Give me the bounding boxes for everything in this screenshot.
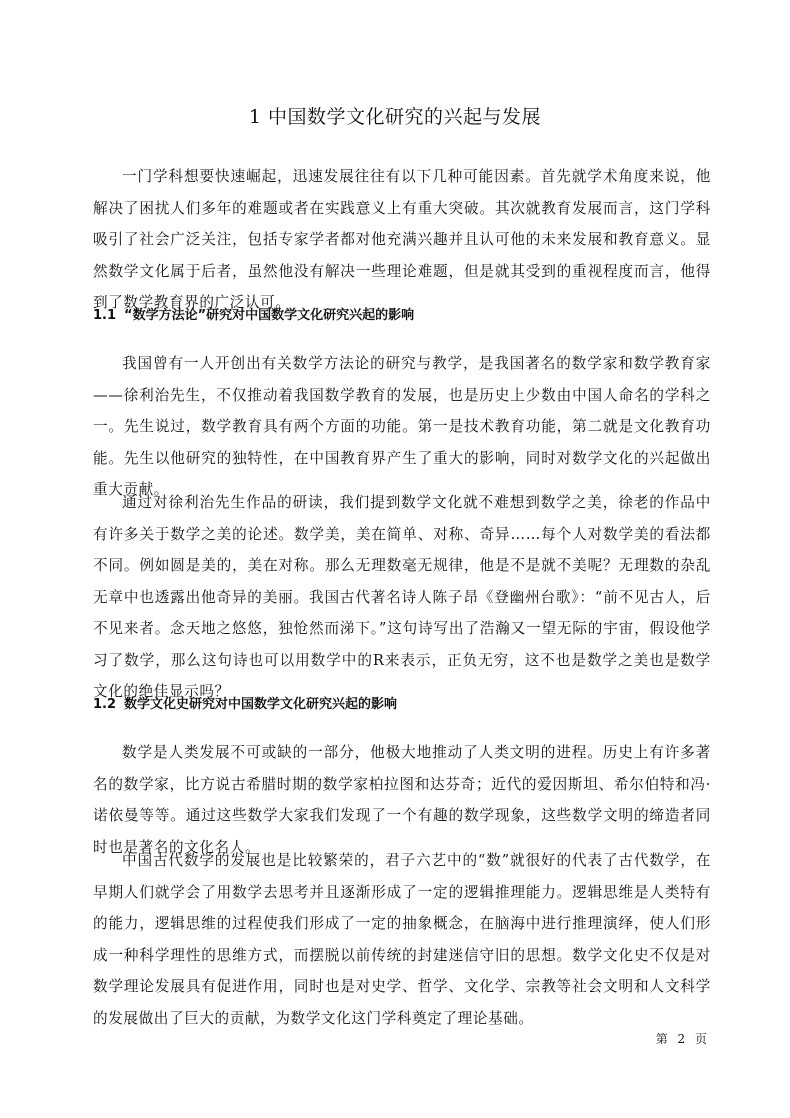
section-heading-1-1 — [93, 306, 711, 326]
section-title: 数学文化史研究对中国数学文化研究兴起的影响 — [124, 697, 398, 712]
chapter-title: 1 中国数学文化研究的兴起与发展 — [248, 106, 542, 128]
paragraph-1-2-b: 中国古代数学的发展也是比较繁荣的，君子六艺中的“数”就很好的代表了古代数学，在早期人们就学会了用数学去思考并且逐渐形成了一定的逻辑推理能力。逻辑思维是人类特有的能力，逻辑思维的过程使我们形成了一定的抽象概念，在脑海中进行推理演绎，使人们形成一种科学理性的思维方式，而摆脱以前传统的封建迷信守旧的思想。数学文化史不仅是对数学理论发展具有促进作用，同时也是对史学、哲学、文化学、宗教等社会文明和人文科学的发展做出了巨大的贡献，为数学文化这门学科奠定了理论基础。 — [93, 852, 711, 1027]
section-number: 1.2 — [93, 697, 117, 712]
paragraph-1-1-a: 我国曾有一人开创出有关数学方法论的研究与教学，是我国著名的数学家和数学教育家——徐利治先生，不仅推动着我国数学教育的发展，也是历史上少数由中国人命名的学科之一。先生说过，数学教育具有两个方面的功能。第一是技术教育功能，第二就是文化教育功能。先生以他研究的独特性，在中国教育界产生了重大的影响，同时对数学文化的兴起做出重大贡献。 — [93, 355, 711, 498]
paragraph-1-2-a: 数学是人类发展不可或缺的一部分，他极大地推动了人类文明的进程。历史上有许多著名的数学家，比方说古希腊时期的数学家柏拉图和达芬奇；近代的爱因斯坦、希尔伯特和冯·诺依曼等等。通过这些数学大家我们发现了一个有趣的数学现象，这些数学文明的缔造者同时也是著名的文化名人。 — [93, 744, 711, 856]
page-number: 第 2 页 — [655, 1032, 710, 1046]
section-heading-1-2 — [93, 695, 711, 715]
paragraph-1-1-b: 通过对徐利治先生作品的研读，我们提到数学文化就不难想到数学之美，徐老的作品中有许多关于数学之美的论述。数学美，美在简单、对称、奇异……每个人对数学美的看法都不同。例如圆是美的，美在对称。那么无理数毫无规律，他是不是就不美呢？无理数的杂乱无章中也透露出他奇异的美丽。我国古代著名诗人陈子昂《登幽州台歌》：“前不见古人，后不见来者。念天地之悠悠，独怆然而涕下。”这句诗写出了浩瀚又一望无际的宇宙，假设他学习了数学，那么这句诗也可以用数学中的R来表示，正负无穷，这不也是数学之美也是数学文化的绝佳显示吗？ — [93, 494, 711, 700]
section-number: 1.1 — [93, 308, 117, 323]
section-title: “数学方法论”研究对中国数学文化研究兴起的影响 — [124, 308, 415, 323]
intro-paragraph: 一门学科想要快速崛起，迅速发展往往有以下几种可能因素。首先就学术角度来说，他解决了困扰人们多年的难题或者在实践意义上有重大突破。其次就教育发展而言，这门学科吸引了社会广泛关注，包括专家学者都对他充满兴趣并且认可他的未来发展和教育意义。显然数学文化属于后者，虽然他没有解决一些理论难题，但是就其受到的重视程度而言，他得到了数学教育界的广泛认可。 — [93, 168, 711, 311]
